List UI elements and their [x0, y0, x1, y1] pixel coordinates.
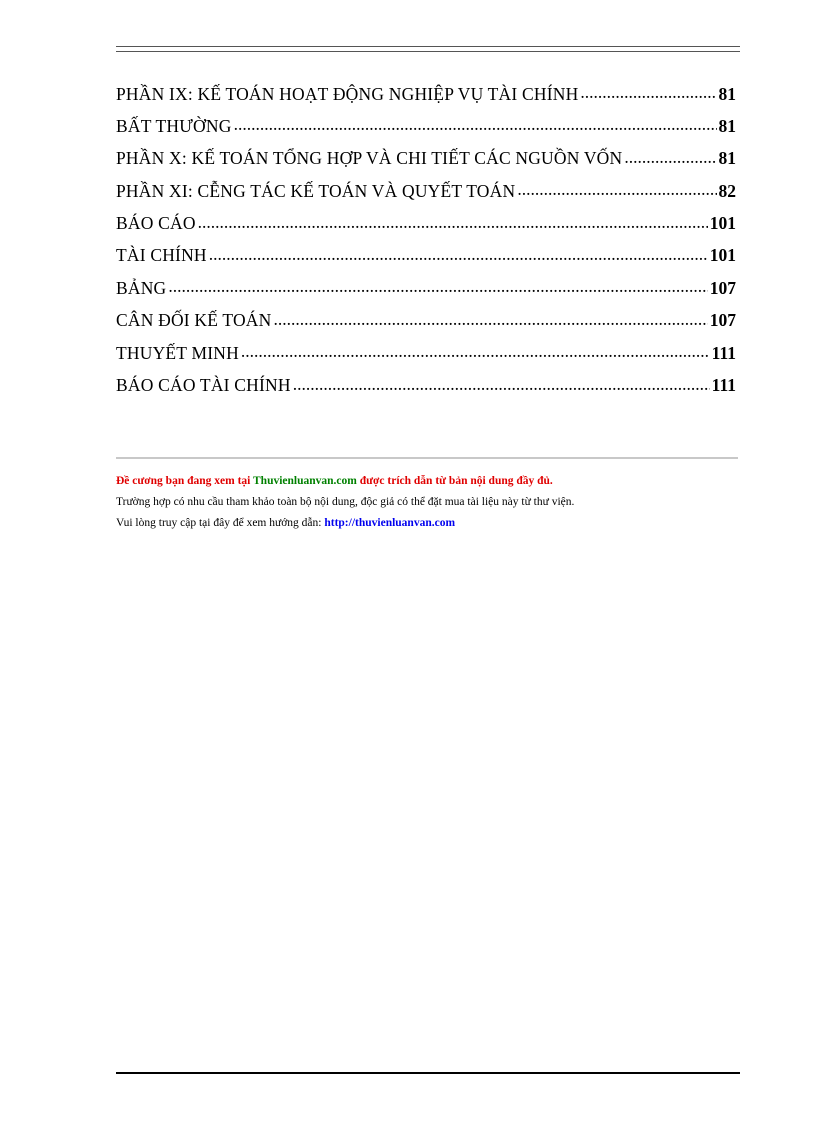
toc-entry-page: 107 [709, 277, 736, 298]
toc-leader-dots [273, 309, 707, 327]
toc-entry[interactable] [116, 179, 736, 211]
toc-entry-title: CÂN ĐỐI KẾ TOÁN [116, 310, 272, 331]
toc-entry-title: BẤT THƯỜNG [116, 115, 232, 136]
toc-leader-dots [241, 341, 710, 359]
toc-entry-page: 82 [718, 180, 736, 201]
source-notice [116, 471, 746, 534]
toc-leader-dots [168, 276, 707, 294]
notice-line-3 [116, 513, 746, 534]
notice-prefix: Đề cương bạn đang xem tại [116, 475, 254, 487]
toc-entry-title: BÁO CÁO TÀI CHÍNH [116, 375, 291, 396]
toc-entry[interactable] [116, 374, 736, 406]
toc-entry-page: 107 [709, 310, 736, 331]
toc-entry-title: PHẦN XI: CỄNG TÁC KẾ TOÁN VÀ QUYẾT TOÁN [116, 180, 516, 201]
toc-entry-page: 81 [718, 148, 736, 169]
toc-leader-dots [624, 147, 716, 165]
notice-line-2: Trường hợp có nhu cầu tham khảo toàn bộ nội dung, độc giả có thể đặt mua tài liệu này từ thư viện. [116, 496, 575, 508]
notice-instruction: Vui lòng truy cập tại đây để xem hướng dẫn: [116, 517, 325, 529]
notice-site-name[interactable]: Thuvienluanvan.com [253, 475, 357, 487]
toc-entry[interactable] [116, 82, 736, 114]
toc-entry-title: PHẦN IX: KẾ TOÁN HOẠT ĐỘNG NGHIỆP VỤ TÀI CHÍNH [116, 83, 579, 104]
toc-leader-dots [198, 212, 708, 230]
toc-entry[interactable] [116, 212, 736, 244]
toc-entry[interactable] [116, 147, 736, 179]
toc-leader-dots [580, 82, 716, 100]
toc-entry[interactable] [116, 114, 736, 146]
toc-entry-title: PHẦN X: KẾ TOÁN TỔNG HỢP VÀ CHI TIẾT CÁC NGUỒN VỐN [116, 148, 623, 169]
toc-entry[interactable] [116, 309, 736, 341]
toc-entry[interactable] [116, 276, 736, 308]
table-of-contents [116, 82, 736, 406]
notice-divider [116, 457, 738, 459]
toc-entry-page: 81 [718, 115, 736, 136]
toc-leader-dots [234, 114, 717, 132]
toc-entry-page: 81 [718, 83, 736, 104]
toc-entry-page: 111 [711, 342, 736, 363]
notice-line-1 [116, 471, 746, 492]
toc-entry-page: 101 [709, 245, 736, 266]
toc-entry-page: 101 [709, 213, 736, 234]
toc-leader-dots [209, 244, 708, 262]
toc-leader-dots [517, 179, 716, 197]
header-rule [116, 46, 740, 52]
toc-entry-page: 111 [711, 375, 736, 396]
toc-entry[interactable] [116, 244, 736, 276]
toc-entry-title: TÀI CHÍNH [116, 245, 207, 266]
notice-link[interactable]: http://thuvienluanvan.com [324, 517, 456, 529]
toc-entry-title: BẢNG [116, 277, 167, 298]
toc-entry-title: BÁO CÁO [116, 213, 196, 234]
toc-entry[interactable] [116, 341, 736, 373]
notice-suffix: được trích dẫn từ bản nội dung đầy đủ. [356, 475, 553, 487]
toc-leader-dots [293, 374, 710, 392]
footer-rule [116, 1072, 740, 1074]
toc-entry-title: THUYẾT MINH [116, 342, 239, 363]
